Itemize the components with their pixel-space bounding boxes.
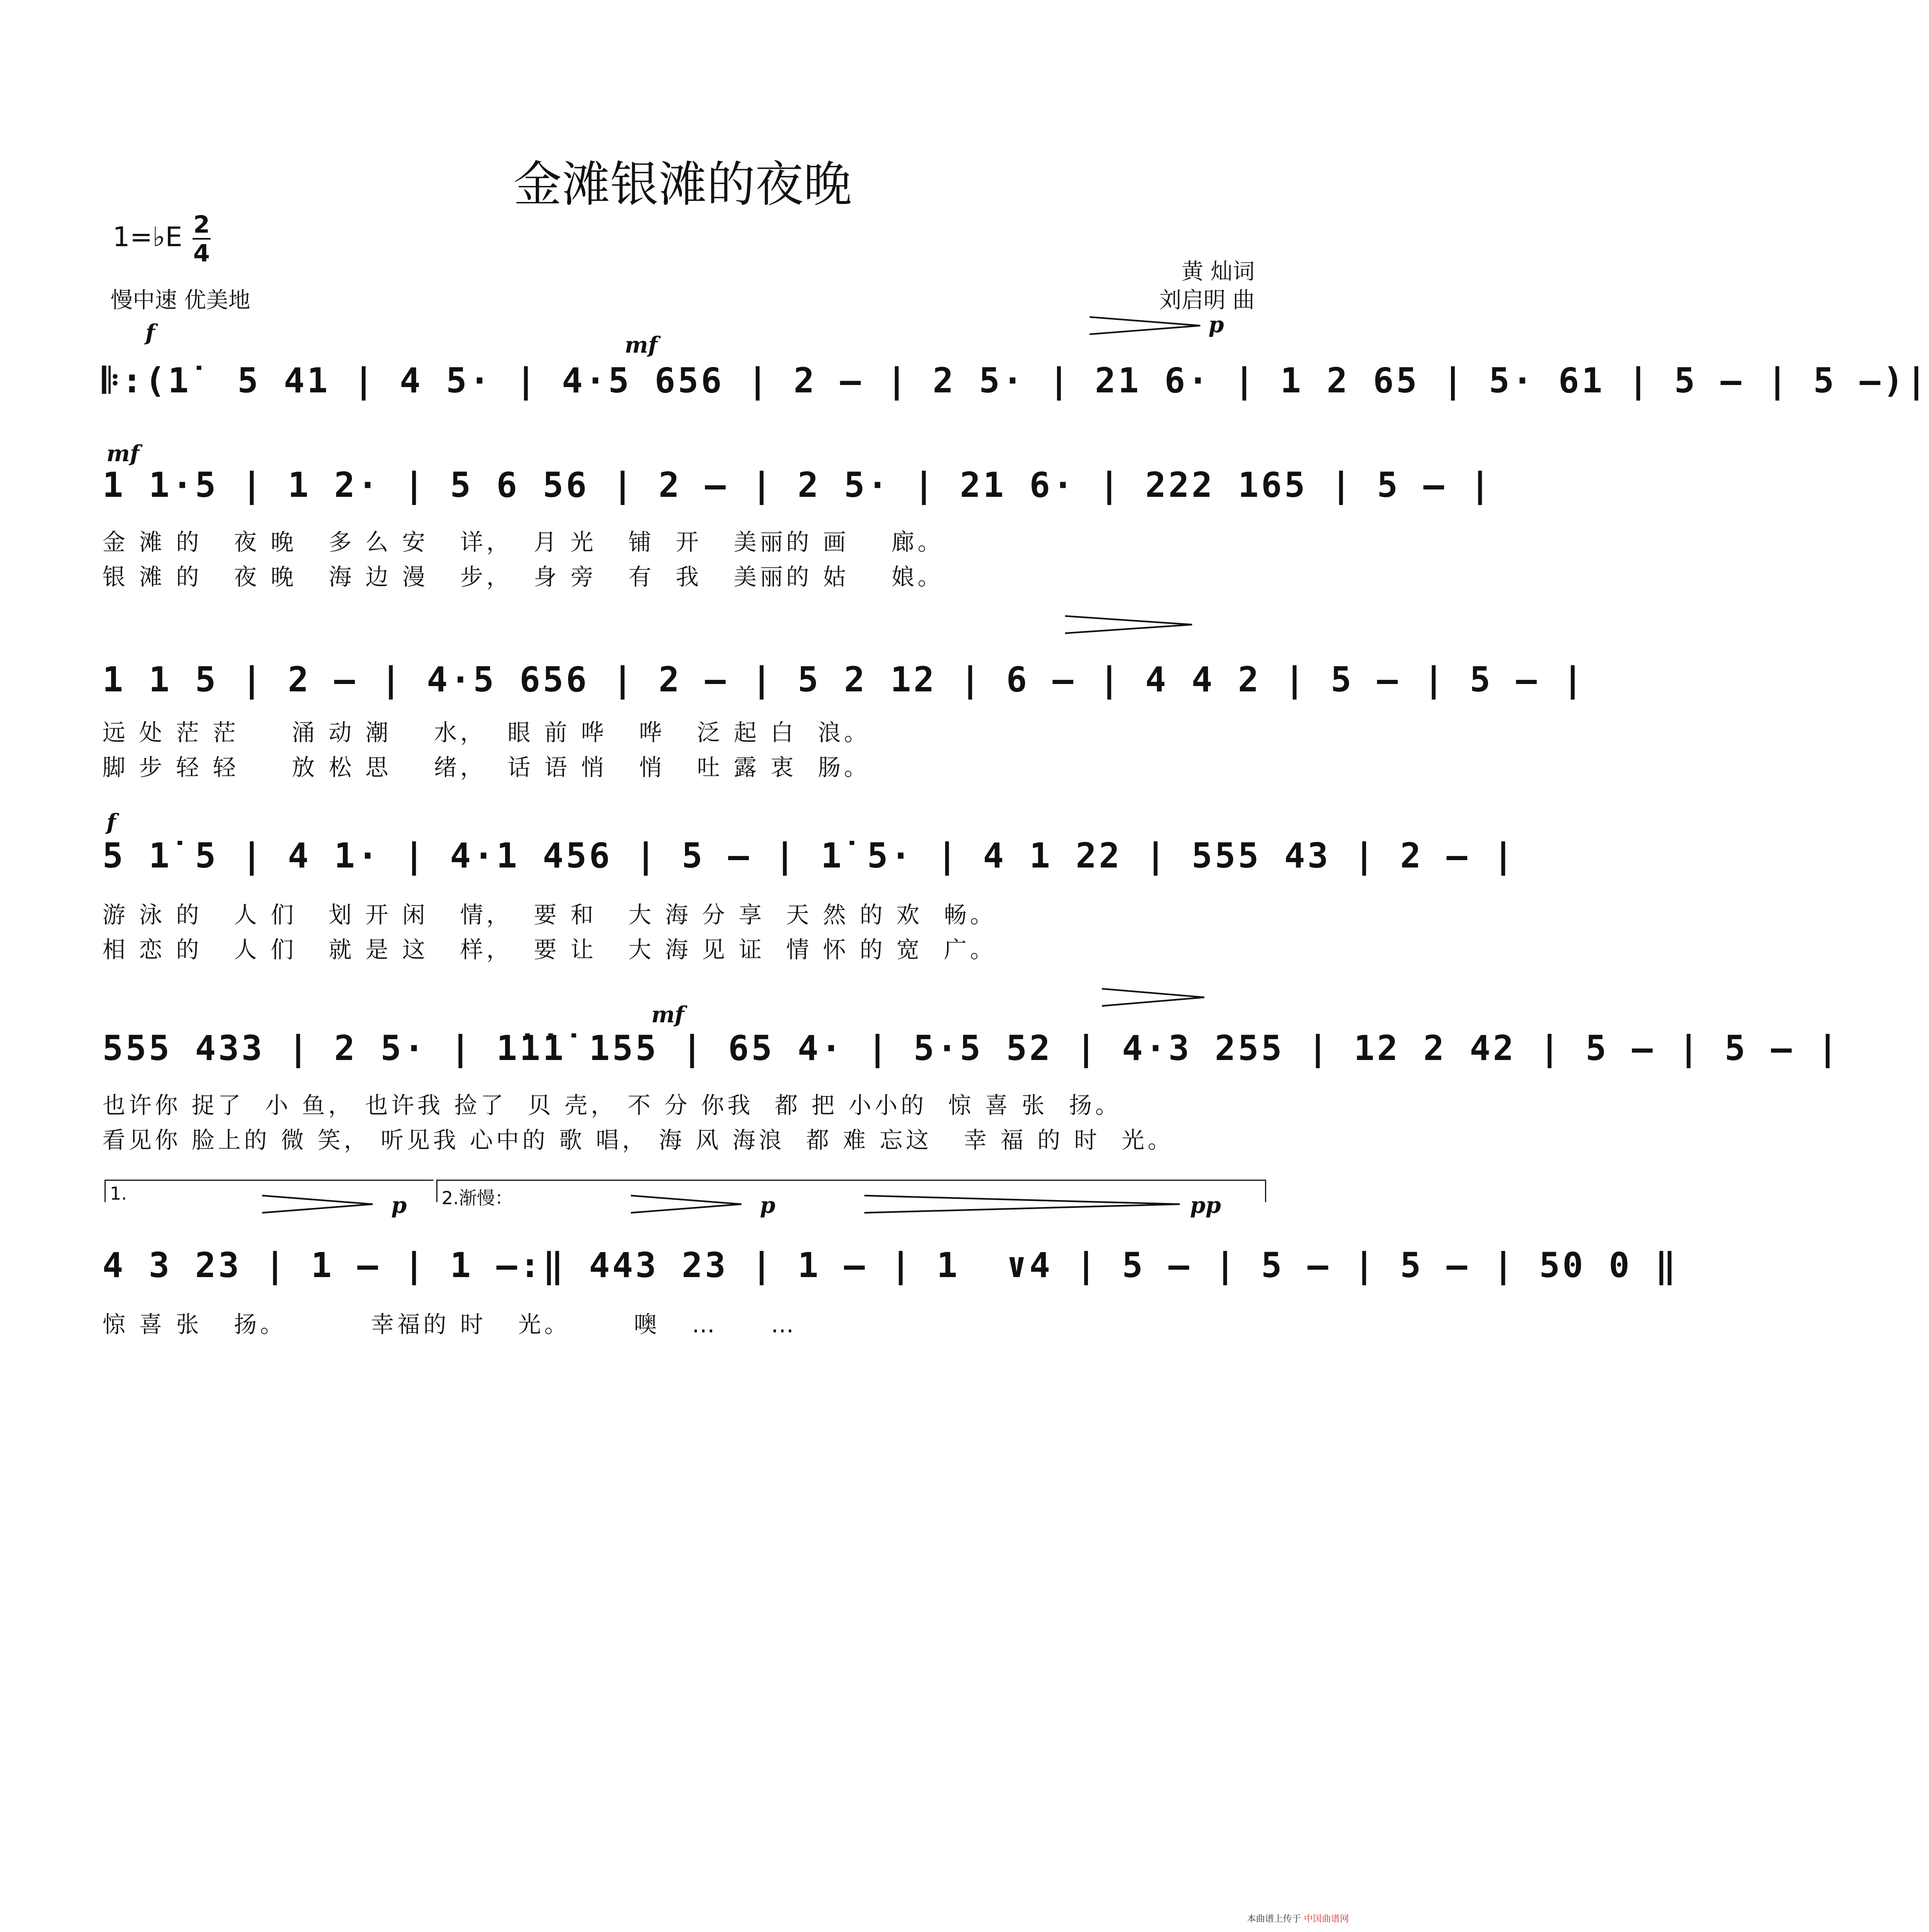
dynamic-mark: p [1208,311,1224,337]
dynamic-mark: p [760,1192,775,1218]
time-signature-bottom: 4 [193,239,210,267]
notation-line-5: 555 433 | 2 5· | 1̇1̇1̇ 155 | 65 4· | 5·5 52 | 4·3 255 | 12 2 42 | 5 – | 5 – | [102,1028,1841,1068]
lyric-verse-2: 相 恋 的 人 们 就 是 这 样， 要 让 大 海 见 证 情 怀 的 宽 广。 [102,937,997,963]
dynamic-mark: mf [107,440,140,467]
notation-line-3: 1 1 5 | 2 – | 4·5 656 | 2 – | 5 2 12 | 6 – | 4 4 2 | 5 – | 5 – | [102,659,1586,700]
composer-credit: 刘启明 曲 [1159,287,1255,313]
lyric-verse-1: 游 泳 的 人 们 划 开 闲 情， 要 和 大 海 分 享 天 然 的 欢 畅。 [102,902,997,929]
dynamic-mark: p [391,1192,407,1218]
time-signature [193,211,211,267]
footer-watermark [1247,1912,1349,1925]
notation-line-4: 5 1̇ 5 | 4 1· | 4·1 456 | 5 – | 1̇ 5· | 4 1 22 | 555 43 | 2 – | [102,836,1516,876]
lyric-verse-2: 脚 步 轻 轻 放 松 思 绪， 话 语 悄 悄 吐 露 衷 肠。 [102,754,870,781]
footer-text: 本曲谱上传于 [1247,1914,1301,1924]
decrescendo-hairpin [1065,614,1196,635]
volta-first-ending: 1. [104,1180,433,1202]
decrescendo-hairpin [631,1194,746,1214]
score-title: 金滩银滩的夜晚 [513,156,852,213]
dynamic-mark: mf [625,332,658,358]
dynamic-mark: f [107,809,116,835]
decrescendo-hairpin [262,1194,377,1214]
lyric-verse-2: 看见你 脸上的 微 笑， 听见我 心中的 歌 唱， 海 风 海浪 都 难 忘这 幸 福 的 时 光。 [102,1127,1174,1154]
lyric-verse-1: 远 处 茫 茫 涌 动 潮 水， 眼 前 哗 哗 泛 起 白 浪。 [102,720,870,746]
time-signature-top: 2 [193,211,210,238]
tempo-marking: 慢中速 优美地 [111,287,251,313]
lyric-verse-1: 也许你 捉了 小 鱼， 也许我 捡了 贝 壳， 不 分 你我 都 把 小小的 惊 喜 张 扬。 [102,1092,1122,1119]
lyric-verse-2: 银 滩 的 夜 晚 海 边 漫 步， 身 旁 有 我 美丽的 姑 娘。 [102,564,944,591]
notation-line-2: 1 1·5 | 1 2· | 5 6 56 | 2 – | 2 5· | 21 6· | 222 165 | 5 – | [102,465,1493,505]
notation-line-1: 𝄆:(1̇ 5 41 | 4 5· | 4·5 656 | 2 – | 2 5· | 21 6· | 1 2 65 | 5· 61 | 5 – | 5 –)| [102,360,1929,401]
decrescendo-hairpin [864,1194,1184,1214]
decrescendo-hairpin [1090,315,1204,336]
lyric-verse-1: 金 滩 的 夜 晚 多 么 安 详， 月 光 铺 开 美丽的 画 廊。 [102,529,944,556]
decrescendo-hairpin [1102,987,1208,1008]
dynamic-mark: mf [651,1001,685,1028]
dynamic-mark: pp [1190,1192,1221,1218]
dynamic-mark: f [145,319,155,346]
volta-second-ending: 2.渐慢： [436,1180,1266,1202]
key-signature: 1=♭E [113,221,183,253]
notation-line-6: 4 3 23 | 1 – | 1 –:‖ 443 23 | 1 – | 1 ∨4 | 5 – | 5 – | 5 – | 50 0 ‖ [102,1245,1678,1285]
footer-site: 中国曲谱网 [1303,1914,1349,1924]
lyric-verse-1: 惊 喜 张 扬。 幸福的 时 光。 噢 … … [102,1311,797,1338]
lyricist-credit: 黄 灿词 [1181,258,1255,284]
